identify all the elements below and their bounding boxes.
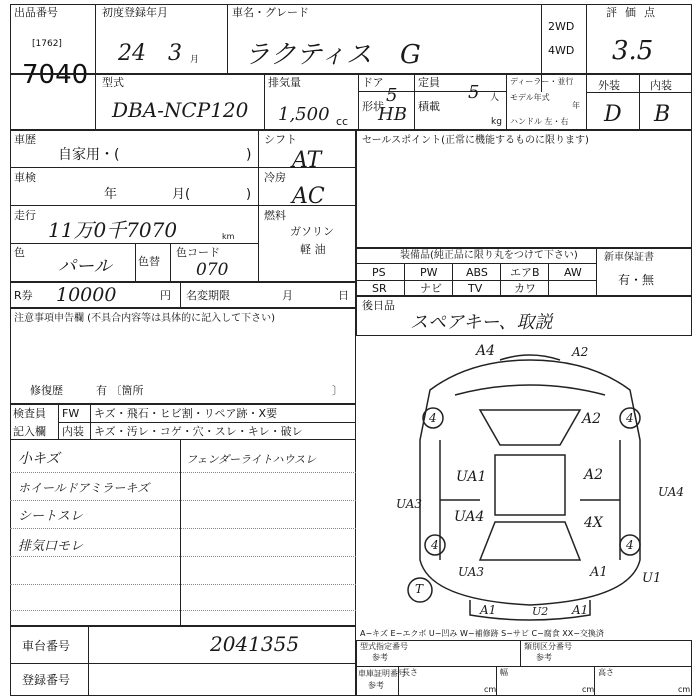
shape: HB	[378, 104, 407, 125]
cc-unit: cc	[336, 115, 349, 128]
mark-front-right: A2	[582, 411, 602, 427]
reg-label: 初度登録年月	[102, 6, 168, 19]
capacity: 5	[468, 82, 480, 103]
grid-cm-1: cm	[484, 685, 497, 694]
reg-year: 24	[118, 41, 146, 66]
color-code-label: 色コード	[176, 246, 220, 259]
handle-label: ハンドル 左・右	[510, 117, 569, 126]
mark-center-b: A2	[584, 467, 604, 483]
equip-leather: カワ	[514, 282, 536, 295]
mark-center-c: UA4	[454, 509, 485, 525]
drive-4wd: 4WD	[548, 44, 575, 57]
color-label: 色	[14, 246, 25, 259]
year-unit: 年	[572, 101, 580, 110]
grid-r1b: 参考	[372, 653, 388, 662]
inspector-label-1: 検査員	[13, 407, 46, 420]
equip-tv: TV	[468, 282, 483, 295]
mark-center-a: UA1	[456, 469, 487, 485]
grade: G	[400, 40, 421, 70]
equip-abs: ABS	[466, 266, 488, 279]
remark-1: 小キズ	[18, 451, 60, 467]
mark-rear-right-2: U1	[642, 571, 662, 586]
damage-legend: A−キズ E−エクボ U−凹み W−補修跡 S−サビ C−腐食 XX−交換済	[360, 629, 604, 638]
notes-label: 注意事項申告欄 (不具合内容等は具体的に記入して下さい)	[14, 313, 275, 324]
equip-aw: AW	[564, 266, 582, 279]
color-change-label: 色替	[138, 255, 160, 268]
grid-r2b: 参考	[368, 681, 384, 690]
mark-right-side: UA4	[658, 485, 685, 499]
mileage-label: 走行	[14, 209, 36, 222]
model-label: 型式	[102, 76, 124, 89]
equip-airbag: エアB	[510, 266, 540, 279]
interior-check-text: キズ・汚レ・コゲ・穴・スレ・キレ・破レ	[94, 425, 303, 438]
registration-label: 登録番号	[22, 673, 71, 687]
exterior-grade: D	[604, 102, 622, 127]
mark-bottom-b: U2	[532, 605, 549, 618]
person-unit: 人	[490, 93, 500, 103]
name-change-label: 名変期限	[186, 289, 230, 302]
interior-grade: B	[654, 102, 671, 127]
interior-label: 内装	[650, 79, 672, 92]
fuel-diesel: 軽 油	[300, 243, 326, 256]
score-label: 評価点	[606, 6, 663, 19]
score: 3.5	[612, 36, 654, 66]
equip-sr: SR	[372, 282, 387, 295]
interior-check-label: 内装	[62, 425, 84, 438]
recycle-unit: 円	[160, 289, 171, 302]
name-label: 車名・グレード	[232, 6, 309, 19]
name-change-month: 月	[282, 289, 293, 302]
mark-fr-circle: 4	[626, 411, 634, 425]
model-year-label: モデル年式	[510, 93, 550, 102]
rear-items-value: スペアキー、取説	[410, 312, 553, 333]
recycle-value: 10000	[56, 284, 117, 306]
drive-2wd: 2WD	[548, 20, 575, 33]
displacement: 1,500	[278, 104, 330, 125]
chassis-label: 車台番号	[22, 639, 71, 653]
chassis-number: 2041355	[210, 632, 300, 656]
warranty-value: 有・無	[618, 273, 655, 287]
fuel-label: 燃料	[264, 209, 286, 222]
lot-number: 7040	[22, 60, 89, 90]
shift-value: AT	[292, 148, 322, 173]
mark-rear-left: UA3	[458, 565, 485, 579]
shape-label: 形状	[362, 100, 384, 113]
doors-label: ドア	[362, 76, 384, 89]
grid-length: 長さ	[402, 668, 418, 677]
capacity-label: 定員	[418, 76, 440, 89]
inspection-label: 車検	[14, 171, 36, 184]
inspector-label-2: 記入欄	[13, 425, 46, 438]
remark-4: 排気口モレ	[18, 539, 84, 554]
mark-right-c: 4X	[584, 515, 603, 531]
reg-month-unit: 月	[190, 55, 200, 65]
remark-2: ホイールドアミラーキズ	[18, 481, 150, 495]
history-label: 車歴	[14, 133, 36, 146]
lot-label: 出品番号	[14, 6, 58, 19]
load-label: 積載	[418, 100, 440, 113]
mileage-unit: km	[222, 232, 235, 241]
doors: 5	[386, 85, 398, 106]
mark-rear-right: A1	[590, 565, 608, 580]
mark-fl-circle: 4	[429, 411, 437, 425]
reg-month: 3	[168, 41, 182, 66]
fuel-gasoline: ガソリン	[290, 225, 334, 238]
equipment-label: 装備品(純正品に限り丸をつけて下さい)	[400, 250, 578, 261]
equip-pw: PW	[420, 266, 438, 279]
mark-rr-circle: 4	[626, 538, 634, 552]
mileage-value: 11万0千7070	[48, 218, 178, 242]
ac-value: AC	[292, 184, 325, 209]
remark-3: シートスレ	[18, 509, 83, 524]
grid-r2: 車庫証明番号	[358, 669, 406, 678]
grid-width: 幅	[500, 668, 508, 677]
grid-cm-3: cm	[678, 685, 691, 694]
mark-bottom-a: A1	[480, 603, 497, 617]
grid-r1: 型式指定番号	[360, 642, 408, 651]
history-value: 自家用・(	[58, 147, 120, 163]
model: DBA-NCP120	[112, 98, 249, 122]
inspection-month: 月(	[172, 187, 191, 202]
repair-value: 有 〔箇所	[96, 384, 144, 397]
lot-sub: [1762]	[32, 39, 62, 49]
grid-height: 高さ	[598, 668, 614, 677]
remark-right: フェンダーライトハウスレ	[186, 453, 317, 466]
recycle-label: R券	[14, 289, 33, 302]
displacement-label: 排気量	[268, 76, 301, 89]
repair-close: 〕	[332, 384, 343, 397]
mark-top: A4	[476, 343, 496, 359]
ac-label: 冷房	[264, 171, 286, 184]
repair-label: 修復歴	[30, 384, 63, 397]
grid-cm-2: cm	[582, 685, 595, 694]
color-code: 070	[196, 260, 229, 280]
exterior-label: 外装	[598, 79, 620, 92]
mark-bottom-c: A1	[572, 603, 589, 617]
mark-left: UA3	[396, 497, 423, 511]
mark-rl-circle: 4	[431, 538, 439, 552]
equip-navi: ナビ	[420, 282, 442, 295]
mark-top-right: A2	[572, 345, 589, 359]
dealer-label: ディーラー・並行	[510, 77, 574, 86]
equip-ps: PS	[372, 266, 386, 279]
sales-point-label: セールスポイント(正常に機能するものに限ります)	[362, 135, 589, 146]
mark-spare: T	[415, 582, 424, 596]
rear-items-label: 後日品	[362, 299, 395, 312]
kg-unit: kg	[491, 117, 502, 127]
name-change-day: 日	[338, 289, 349, 302]
fw-label: FW	[62, 407, 80, 420]
grid-r1d: 参考	[536, 653, 552, 662]
history-close: )	[246, 147, 252, 163]
shift-label: シフト	[264, 133, 297, 146]
color-value: パール	[58, 256, 112, 277]
grid-r1c: 類別区分番号	[524, 642, 572, 651]
inspection-close: )	[246, 187, 252, 202]
warranty-label: 新車保証書	[604, 252, 654, 263]
fw-text: キズ・飛石・ヒビ割・リペア跡・X要	[94, 407, 278, 420]
inspection-year: 年	[104, 187, 118, 202]
car-name: ラクティス	[244, 40, 372, 70]
